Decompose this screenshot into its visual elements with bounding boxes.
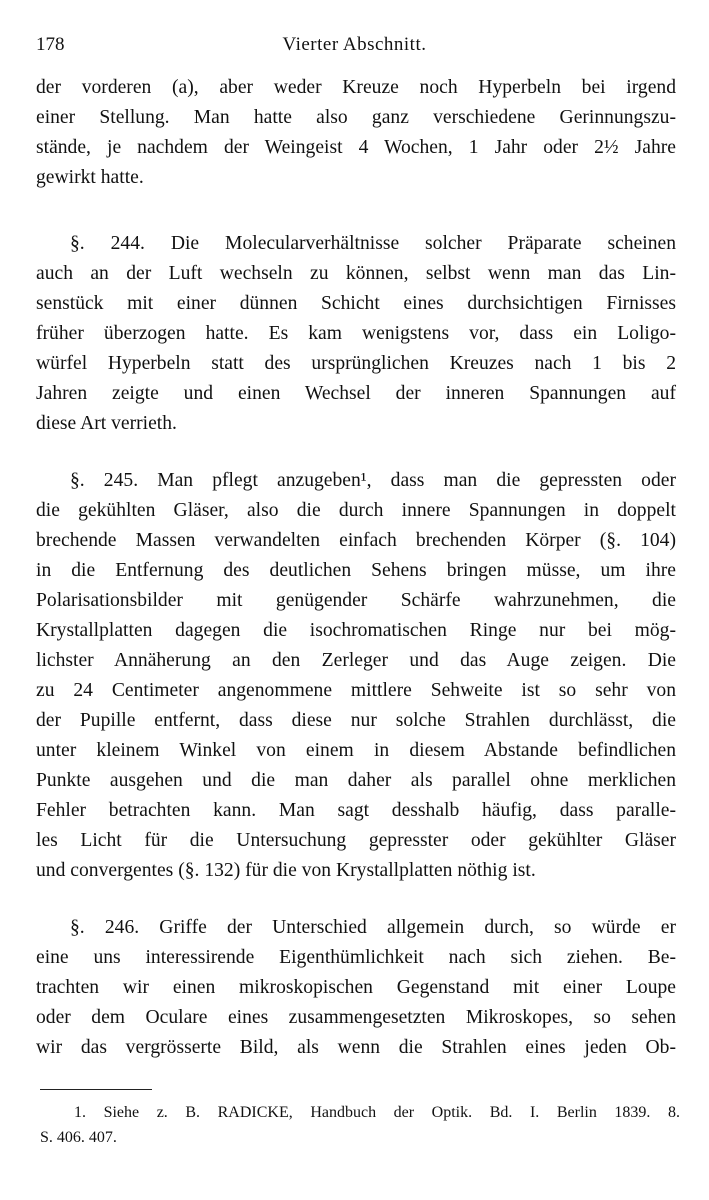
page-header bbox=[36, 34, 673, 62]
text-line: einer Stellung. Man hatte also ganz verschiedene Gerinnungszu- bbox=[36, 107, 676, 128]
text-line: die gekühlten Gläser, also die durch innere Spannungen in doppelt bbox=[36, 500, 676, 521]
text-line: Krystallplatten dagegen die isochromatischen Ringe nur bei mög- bbox=[36, 620, 676, 641]
paragraph-section-246 bbox=[36, 913, 676, 1063]
text-line: der vorderen (a), aber weder Kreuze noch Hyperbeln bei irgend bbox=[36, 77, 676, 98]
paragraph-section-244 bbox=[36, 229, 676, 439]
text-line: gewirkt hatte. bbox=[36, 167, 144, 188]
text-line: Jahren zeigte und einen Wechsel der inneren Spannungen auf bbox=[36, 383, 676, 404]
running-title: Vierter Abschnitt. bbox=[282, 34, 427, 55]
footnote-line: 1. Siehe z. B. RADICKE, Handbuch der Optik. Bd. I. Berlin 1839. 8. bbox=[74, 1104, 680, 1121]
page-number: 178 bbox=[36, 34, 65, 55]
text-line: zu 24 Centimeter angenommene mittlere Sehweite ist so sehr von bbox=[36, 680, 676, 701]
footnote bbox=[40, 1100, 680, 1150]
text-line: les Licht für die Untersuchung gepresster oder gekühlter Gläser bbox=[36, 830, 676, 851]
paragraph-continuation bbox=[36, 73, 676, 193]
text-line: senstück mit einer dünnen Schicht eines durchsichtigen Firnisses bbox=[36, 293, 676, 314]
text-line: wir das vergrösserte Bild, als wenn die Strahlen eines jeden Ob- bbox=[36, 1037, 676, 1058]
text-line: auch an der Luft wechseln zu können, selbst wenn man das Lin- bbox=[36, 263, 676, 284]
text-line: eine uns interessirende Eigenthümlichkeit nach sich ziehen. Be- bbox=[36, 947, 676, 968]
paragraph-section-245 bbox=[36, 466, 676, 886]
text-line: §. 245. Man pflegt anzugeben¹, dass man die gepressten oder bbox=[70, 470, 676, 491]
text-line: und convergentes (§. 132) für die von Krystallplatten nöthig ist. bbox=[36, 860, 536, 881]
text-line: würfel Hyperbeln statt des ursprünglichen Kreuzes nach 1 bis 2 bbox=[36, 353, 676, 374]
text-line: lichster Annäherung an den Zerleger und das Auge zeigen. Die bbox=[36, 650, 676, 671]
text-line: diese Art verrieth. bbox=[36, 413, 177, 434]
text-line: Fehler betrachten kann. Man sagt desshalb häufig, dass paralle- bbox=[36, 800, 676, 821]
text-line: der Pupille entfernt, dass diese nur solche Strahlen durchlässt, die bbox=[36, 710, 676, 731]
text-line: §. 246. Griffe der Unterschied allgemein durch, so würde er bbox=[70, 917, 676, 938]
text-line: in die Entfernung des deutlichen Sehens bringen müsse, um ihre bbox=[36, 560, 676, 581]
text-line: oder dem Oculare eines zusammengesetzten Mikroskopes, so sehen bbox=[36, 1007, 676, 1028]
text-line: Polarisationsbilder mit genügender Schärfe wahrzunehmen, die bbox=[36, 590, 676, 611]
text-line: unter kleinem Winkel von einem in diesem Abstande befindlichen bbox=[36, 740, 676, 761]
text-line: trachten wir einen mikroskopischen Gegenstand mit einer Loupe bbox=[36, 977, 676, 998]
footnote-divider bbox=[40, 1089, 152, 1090]
text-line: brechende Massen verwandelten einfach brechenden Körper (§. 104) bbox=[36, 530, 676, 551]
footnote-line: S. 406. 407. bbox=[40, 1129, 117, 1146]
text-line: früher überzogen hatte. Es kam wenigstens vor, dass ein Loligo- bbox=[36, 323, 676, 344]
text-line: §. 244. Die Molecularverhältnisse solcher Präparate scheinen bbox=[70, 233, 676, 254]
text-line: stände, je nachdem der Weingeist 4 Wochen, 1 Jahr oder 2½ Jahre bbox=[36, 137, 676, 158]
text-line: Punkte ausgehen und die man daher als parallel ohne merklichen bbox=[36, 770, 676, 791]
